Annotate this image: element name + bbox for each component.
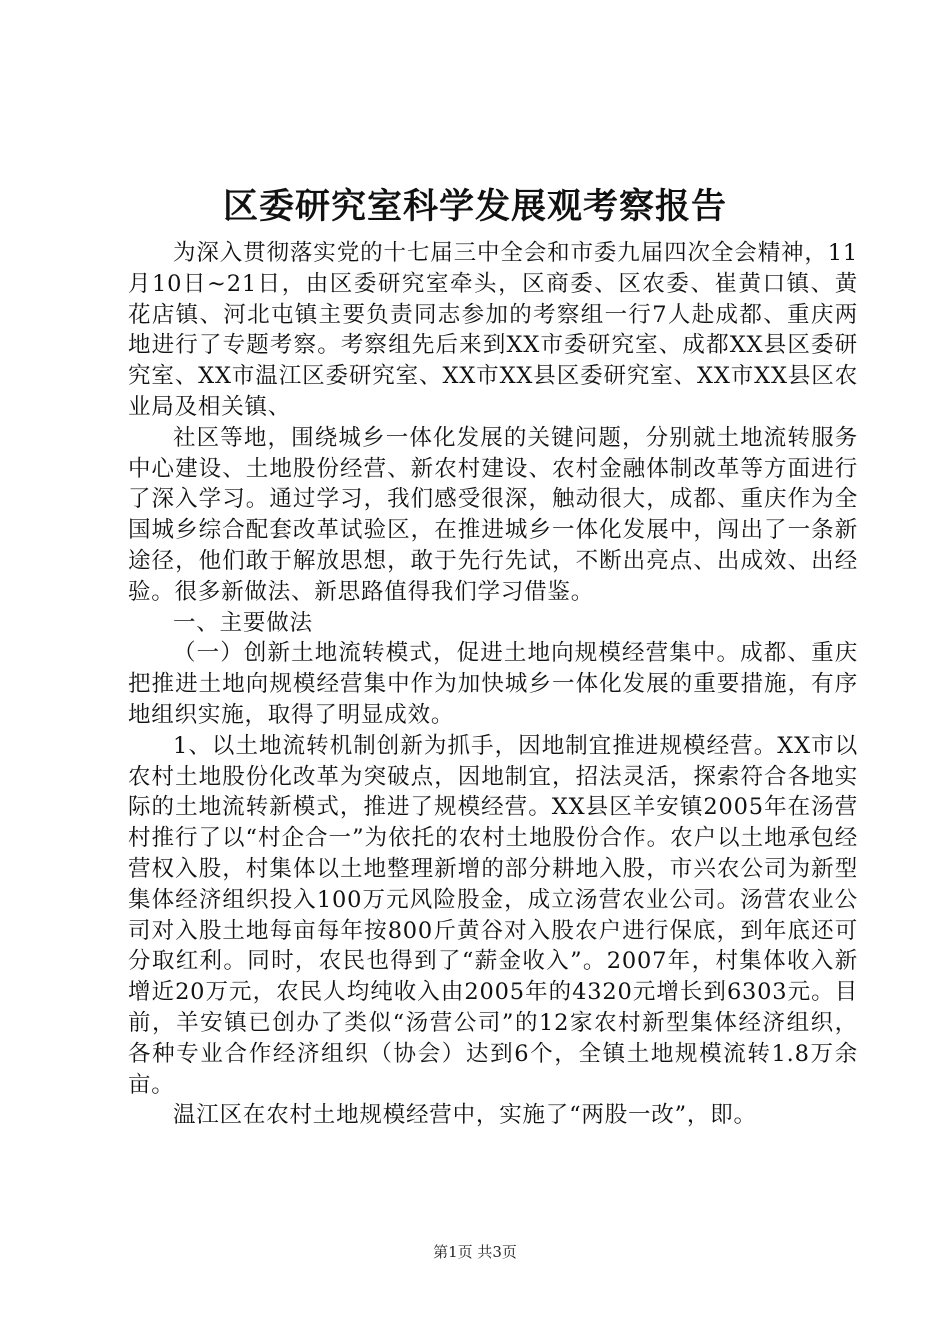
paragraph: 为深入贯彻落实党的十七届三中全会和市委九届四次全会精神，11月10日~21日，由区委研究室牵头，区商委、区农委、崔黄口镇、黄花店镇、河北屯镇主要负责同志参加的考察组一行7人赴成都、重庆两地进行了专题考察。考察组先后来到XX市委研究室、成都XX县区委研究室、XX市温江区委研究室、XX市XX县区委研究室、XX市XX县区农业局及相关镇、	[128, 240, 858, 420]
paragraph: 1、以土地流转机制创新为抓手，因地制宜推进规模经营。XX市以农村土地股份化改革为突破点，因地制宜，招法灵活，探索符合各地实际的土地流转新模式，推进了规模经营。XX县区羊安镇2005年在汤营村推行了以“村企合一”为依托的农村土地股份合作。农户以土地承包经营权入股，村集体以土地整理新增的部分耕地入股，市兴农公司为新型集体经济组织投入100万元风险股金，成立汤营农业公司。汤营农业公司对入股土地每亩每年按800斤黄谷对入股农户进行保底，到年底还可分取红利。同时，农民也得到了“薪金收入”。2007年，村集体收入新增近20万元，农民人均纯收入由2005年的4320元增长到6303元。目前，羊安镇已创办了类似“汤营公司”的12家农村新型集体经济组织，各种专业合作经济组织（协会）达到6个，全镇土地规模流转1.8万余亩。	[128, 732, 858, 1098]
subsection-heading-paragraph: （一）创新土地流转模式，促进土地向规模经营集中。成都、重庆把推进土地向规模经营集中作为加快城乡一体化发展的重要措施，有序地组织实施，取得了明显成效。	[128, 640, 858, 728]
paragraph: 社区等地，围绕城乡一体化发展的关键问题，分别就土地流转服务中心建设、土地股份经营、新农村建设、农村金融体制改革等方面进行了深入学习。通过学习，我们感受很深，触动很大，成都、重庆作为全国城乡综合配套改革试验区，在推进城乡一体化发展中，闯出了一条新途径，他们敢于解放思想，敢于先行先试，不断出亮点、出成效、出经验。很多新做法、新思路值得我们学习借鉴。	[128, 424, 858, 605]
page-footer: 第1页 共3页	[433, 1243, 517, 1261]
section-heading: 一、主要做法	[173, 609, 313, 636]
document-body	[128, 238, 858, 1131]
document-title: 区委研究室科学发展观考察报告	[222, 186, 727, 227]
paragraph: 温江区在农村土地规模经营中，实施了“两股一改”，即。	[173, 1102, 757, 1129]
